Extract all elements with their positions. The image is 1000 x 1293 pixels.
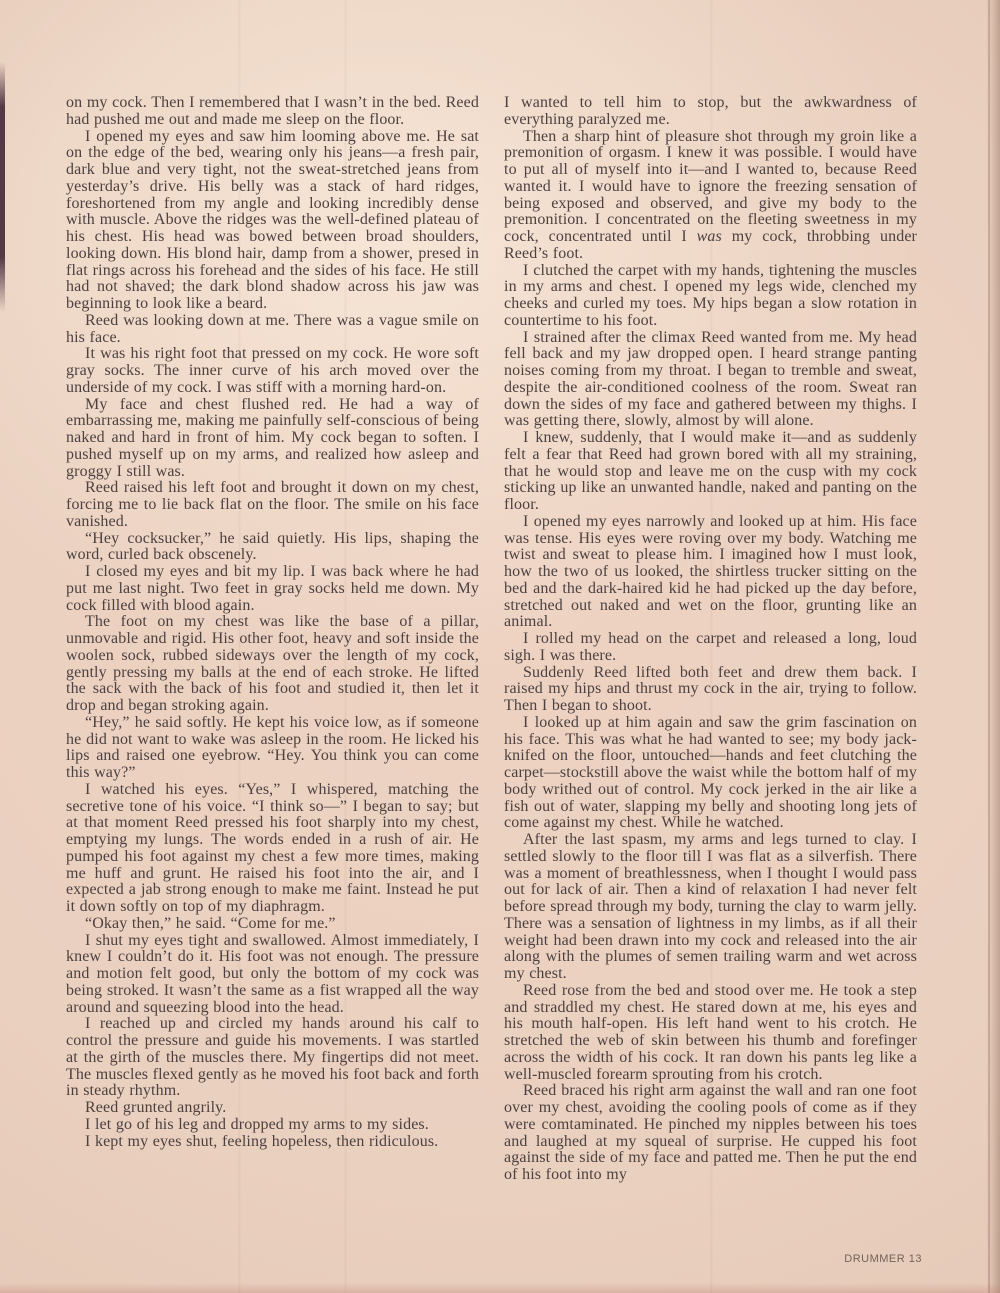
paragraph: I knew, suddenly, that I would make it—and as suddenly felt a fear that Reed had grown bored with all my straining, that he would stop and leave me on the cusp with my cock sticking up like an unwanted handle, naked and panting on the floor. [504,429,917,513]
text-column-left [66,95,479,1255]
paragraph: I opened my eyes and saw him looming above me. He sat on the edge of the bed, wearing only his jeans—a fresh pair, dark blue and very tight, not the sweat-stretched jeans from yesterday’s drive. His belly was a stack of hard ridges, foreshortened from my angle and looking incredibly dense with muscle. Above the ridges was the well-defined plateau of his chest. His head was bowed between broad shoulders, looking down. His blond hair, damp from a shower, presed in flat rings across his forehead and the sides of his face. He still had not shaved; the dark blond shadow across his jaw was beginning to look like a beard. [66,127,479,312]
paragraph: I shut my eyes tight and swallowed. Almost immediately, I knew I couldn’t do it. His foot was not enough. The pressure and motion felt good, but only the bottom of my cock was being stroked. It wasn’t the same as a fist wrapped all the way around and squeezing blood into the head. [66,931,479,1016]
body-text [66,95,917,1255]
paragraph: I opened my eyes narrowly and looked up at him. His face was tense. His eyes were roving over my body. Watching me twist and sweat to please him. I imagined how I must look, how the two of us looked, the shirtless trucker sitting on the bed and the dark-haired kid he had picked up the day before, stretched out naked and wet on the floor, grunting like an animal. [504,512,917,631]
paragraph: After the last spasm, my arms and legs turned to clay. I settled slowly to the floor till I was flat as a silverfish. There was a moment of breathlessness, when I thought I would pass out for lack of air. Then a kind of relaxation I had never felt before spread through my body, turning the clay to warm jelly. There was a sensation of lightness in my limbs, as if all their weight had been drawn into my cock and released into the air along with the plumes of semen trailing warm and wet across my chest. [504,831,917,982]
text-column-right [504,95,917,1255]
paragraph: Reed rose from the bed and stood over me. He took a step and straddled my chest. He stared down at me, his eyes and his mouth half-open. His left hand went to his crotch. He stretched the web of skin between his thumb and forefinger across the width of his cock. It ran down his pants leg like a well-muscled forearm sprouting from his crotch. [504,981,917,1083]
paragraph: I strained after the climax Reed wanted from me. My head fell back and my jaw dropped open. I heard strange panting noises coming from my throat. I began to tremble and sweat, despite the air-conditioned coolness of the room. Sweat ran down the sides of my face and gathered between my thighs. I was getting there, slowly, almost by will alone. [504,328,917,430]
page-footer [0,1253,922,1265]
paragraph: I closed my eyes and bit my lip. I was back where he had put me last night. Two feet in gray socks held me down. My cock filled with blood again. [66,563,479,614]
paragraph: I clutched the carpet with my hands, tightening the muscles in my arms and chest. I opened my legs wide, clenched my cheeks and curled my toes. My hips began a slow rotation in countertime to his foot. [504,261,917,329]
paragraph: Suddenly Reed lifted both feet and drew them back. I raised my hips and thrust my cock in the air, trying to follow. Then I began to shoot. [504,663,917,714]
paragraph: “Okay then,” he said. “Come for me.” [85,914,336,932]
paragraph: “Hey,” he said softly. He kept his voice low, as if someone he did not want to wake was asleep in the room. He licked his lips and raised one eyebrow. “Hey. You think you can come this way?” [66,713,479,781]
scan-edge-bottom [0,1283,1000,1293]
scan-edge-left [0,62,5,312]
paragraph: I reached up and circled my hands around his calf to control the pressure and guide his movements. I was startled at the girth of the muscles there. My fingertips did not meet. The muscles flexed gently as he moved his foot back and forth in steady rhythm. [66,1015,479,1100]
paragraph: Reed braced his right arm against the wall and ran one foot over my chest, avoiding the cooling pools of come as if they were comtaminated. He pinched my nipples between his toes and laughed at my squeal of surprise. He cupped his foot against the side of my face and patted me. Then he put the end of his foot into my [504,1082,917,1183]
paragraph: Reed was looking down at me. There was a vague smile on his face. [66,311,479,346]
paragraph: Reed grunted angrily. [85,1099,227,1116]
paragraph: Then a sharp hint of pleasure shot through my groin like a premonition of orgasm. I knew it was possible. I would have to put all of myself into it—and I wanted to, because Reed wanted it. I would have to ignore the freezing sensation of being exposed and observed, and give my body to the premonition. I concentrated on the fleeting sweetness in my cock, concentrated until I was my cock, throbbing under Reed’s foot. [504,127,917,262]
paragraph: My face and chest flushed red. He had a way of embarrassing me, making me painfully self-conscious of being naked and hard in front of him. My cock began to soften. I pushed myself up on my arms, and realized how asleep and groggy I still was. [66,395,479,480]
paragraph: It was his right foot that pressed on my cock. He wore soft gray socks. The inner curve of his arch moved over the underside of my cock. I was stiff with a morning hard-on. [66,345,479,396]
magazine-name-page-number: DRUMMER 13 [844,1253,922,1265]
paragraph: The foot on my chest was like the base of a pillar, unmovable and rigid. His other foot, heavy and soft inside the woolen sock, rubbed sideways over the length of my cock, gently pressing my balls at the end of each stroke. He lifted the sack with the back of his foot and studied it, then let it drop and began stroking again. [66,613,479,714]
paragraph: I wanted to tell him to stop, but the awkwardness of everything paralyzed me. [504,95,917,128]
paragraph: I watched his eyes. “Yes,” I whispered, matching the secretive tone of his voice. “I think so—” I began to say; but at that moment Reed pressed his foot sharply into my chest, emptying my lungs. The words ended in a rush of air. He pumped his foot against my chest a few more times, making me huff and grunt. He raised his foot into the air, and I expected a jab strong enough to make me faint. Instead he put it down softly on top of my diaphragm. [66,780,479,915]
paragraph: “Hey cocksucker,” he said quietly. His lips, shaping the word, curled back obscenely. [66,529,479,564]
scan-edge-right-line [988,0,990,1293]
paragraph: Reed raised his left foot and brought it down on my chest, forcing me to lie back flat on the floor. The smile on his face vanished. [66,479,479,530]
paragraph: I rolled my head on the carpet and released a long, loud sigh. I was there. [504,630,917,664]
paragraph: I kept my eyes shut, feeling hopeless, then ridiculous. [85,1132,439,1150]
paragraph: I let go of his leg and dropped my arms to my sides. [85,1115,429,1133]
paragraph: I looked up at him again and saw the grim fascination on his face. This was what he had wanted to see; my body jack-knifed on the floor, untouched—hands and feet clutching the carpet—stockstill above the waist while the bottom half of my body writhed out of control. My cock jerked in the air like a fish out of water, slapping my belly and shooting long jets of come against my chest. While he watched. [504,713,917,832]
paragraph: on my cock. Then I remembered that I wasn’t in the bed. Reed had pushed me out and made me sleep on the floor. [66,95,479,128]
